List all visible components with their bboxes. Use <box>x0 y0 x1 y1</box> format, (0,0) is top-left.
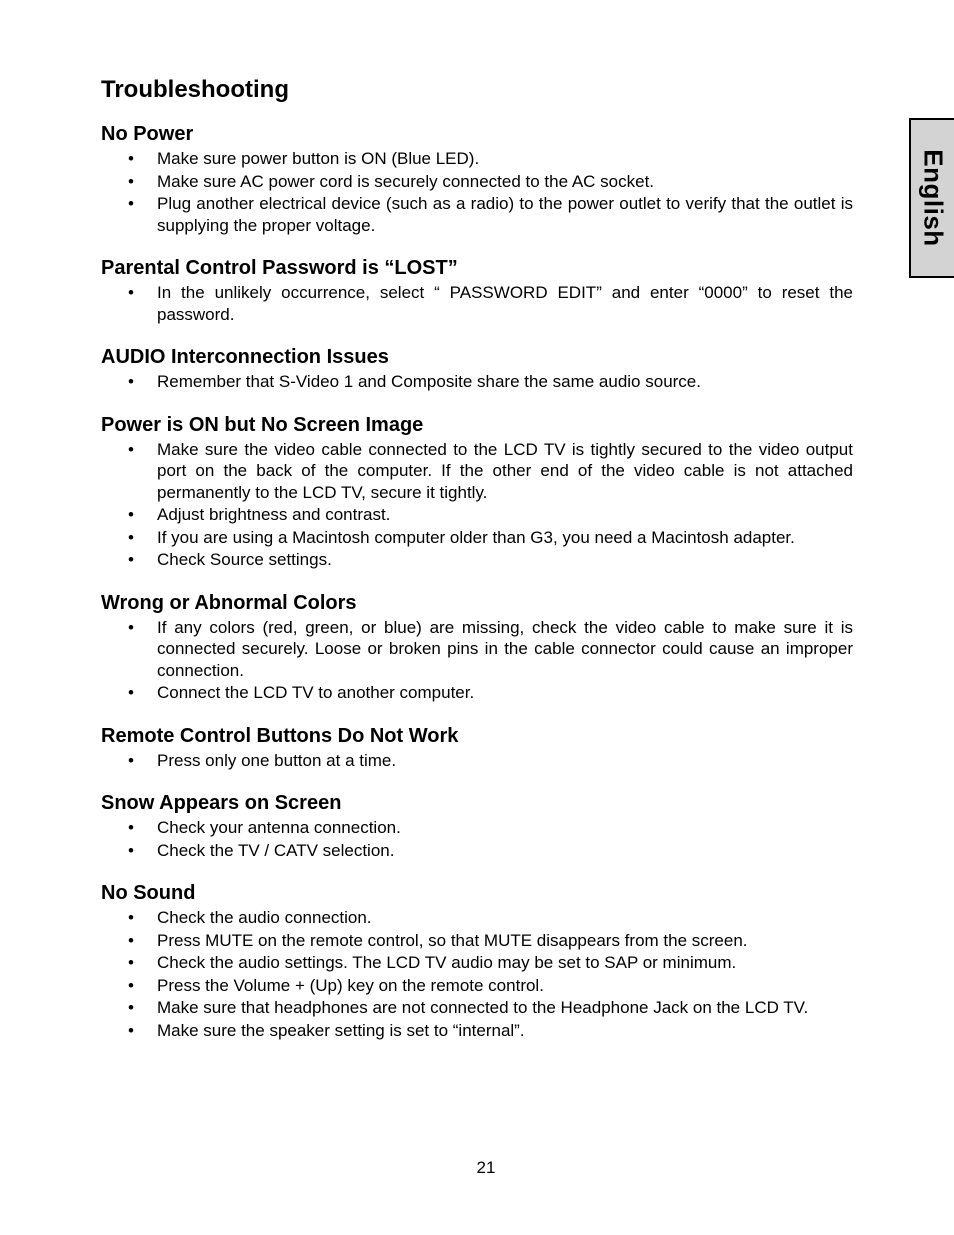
troubleshooting-section <box>101 344 853 393</box>
list-item-text: Check the audio settings. The LCD TV audio may be set to SAP or minimum. <box>157 953 737 972</box>
troubleshooting-section <box>101 121 853 236</box>
list-item-text: Adjust brightness and contrast. <box>157 505 391 524</box>
section-heading: No Power <box>101 123 194 145</box>
bullet-icon: • <box>128 439 134 459</box>
bullet-icon: • <box>128 1020 134 1040</box>
bullet-icon: • <box>128 840 134 860</box>
list-item <box>101 840 853 862</box>
list-item <box>101 952 853 974</box>
list-item <box>101 148 853 170</box>
bullet-icon: • <box>128 953 134 972</box>
bullet-icon: • <box>128 930 134 950</box>
list-item <box>101 997 853 1019</box>
list-item-text: Make sure AC power cord is securely connected to the AC socket. <box>157 171 655 191</box>
bullet-list <box>101 750 853 772</box>
list-item-text: Make sure the video cable connected to the LCD TV is tightly secured to the video output port on the back of the computer. If the other end of the video cable is not attached permanently to the LCD TV, secure it tightly. <box>157 439 853 502</box>
troubleshooting-section <box>101 790 853 861</box>
bullet-icon: • <box>128 998 134 1017</box>
list-item-text: Press only one button at a time. <box>157 750 397 770</box>
page-number: 21 <box>476 1158 496 1177</box>
bullet-list <box>101 371 853 393</box>
list-item-text: Plug another electrical device (such as a radio) to the power outlet to verify that the outlet is supplying the proper voltage. <box>157 194 853 235</box>
list-item <box>101 682 853 704</box>
section-heading: Parental Control Password is “LOST” <box>101 257 458 279</box>
section-heading: Power is ON but No Screen Image <box>101 413 424 436</box>
language-tab <box>909 118 954 278</box>
list-item <box>101 193 853 236</box>
section-heading: Remote Control Buttons Do Not Work <box>101 724 459 747</box>
section-heading: AUDIO Interconnection Issues <box>101 346 389 368</box>
bullet-icon: • <box>128 908 134 927</box>
bullet-icon: • <box>128 149 134 168</box>
list-item-text: Press the Volume + (Up) key on the remote control. <box>157 975 544 995</box>
list-item <box>101 817 853 839</box>
list-item-text: Remember that S-Video 1 and Composite share the same audio source. <box>157 372 701 391</box>
list-item <box>101 171 853 193</box>
list-item <box>101 371 853 393</box>
bullet-icon: • <box>128 818 134 837</box>
list-item-text: If any colors (red, green, or blue) are missing, check the video cable to make sure it is connected securely. Loose or broken pins in the cable connector could cause an improper connection. <box>157 617 853 680</box>
list-item-text: Make sure the speaker setting is set to “internal”. <box>157 1020 525 1040</box>
bullet-list <box>101 148 853 236</box>
bullet-icon: • <box>128 750 134 770</box>
page-title: Troubleshooting <box>101 76 289 103</box>
bullet-list <box>101 817 853 861</box>
list-item-text: Check Source settings. <box>157 550 332 569</box>
list-item-text: Connect the LCD TV to another computer. <box>157 683 475 702</box>
list-item-text: Make sure power button is ON (Blue LED). <box>157 149 480 168</box>
troubleshooting-section <box>101 590 853 704</box>
list-item-text: In the unlikely occurrence, select “ PASSWORD EDIT” and enter “0000” to reset the password. <box>157 283 853 324</box>
bullet-icon: • <box>128 550 134 569</box>
list-item <box>101 527 853 549</box>
language-tab-label: English <box>918 149 948 247</box>
bullet-icon: • <box>128 683 134 702</box>
list-item <box>101 1020 853 1042</box>
section-heading: No Sound <box>101 882 196 904</box>
list-item <box>101 504 853 526</box>
troubleshooting-section <box>101 412 853 571</box>
section-heading: Wrong or Abnormal Colors <box>101 591 357 614</box>
bullet-list <box>101 907 853 1041</box>
list-item <box>101 750 853 772</box>
troubleshooting-section <box>101 255 853 325</box>
bullet-icon: • <box>128 372 134 391</box>
list-item <box>101 617 853 682</box>
list-item-text: Check your antenna connection. <box>157 818 401 837</box>
bullet-list <box>101 439 853 571</box>
list-item <box>101 975 853 997</box>
bullet-icon: • <box>128 283 134 302</box>
bullet-list <box>101 617 853 704</box>
bullet-icon: • <box>128 505 134 524</box>
list-item <box>101 907 853 929</box>
list-item <box>101 549 853 571</box>
list-item-text: Check the TV / CATV selection. <box>157 840 395 860</box>
bullet-icon: • <box>128 617 134 637</box>
troubleshooting-content <box>101 121 853 1060</box>
list-item <box>101 439 853 504</box>
list-item-text: If you are using a Macintosh computer older than G3, you need a Macintosh adapter. <box>157 527 795 547</box>
list-item-text: Check the audio connection. <box>157 908 372 927</box>
list-item <box>101 930 853 952</box>
bullet-icon: • <box>128 975 134 995</box>
bullet-list <box>101 282 853 325</box>
bullet-icon: • <box>128 194 134 213</box>
troubleshooting-section <box>101 723 853 772</box>
list-item <box>101 282 853 325</box>
list-item-text: Make sure that headphones are not connected to the Headphone Jack on the LCD TV. <box>157 998 809 1017</box>
bullet-icon: • <box>128 171 134 191</box>
bullet-icon: • <box>128 527 134 547</box>
list-item-text: Press MUTE on the remote control, so that MUTE disappears from the screen. <box>157 930 748 950</box>
troubleshooting-section <box>101 880 853 1041</box>
section-heading: Snow Appears on Screen <box>101 792 342 814</box>
